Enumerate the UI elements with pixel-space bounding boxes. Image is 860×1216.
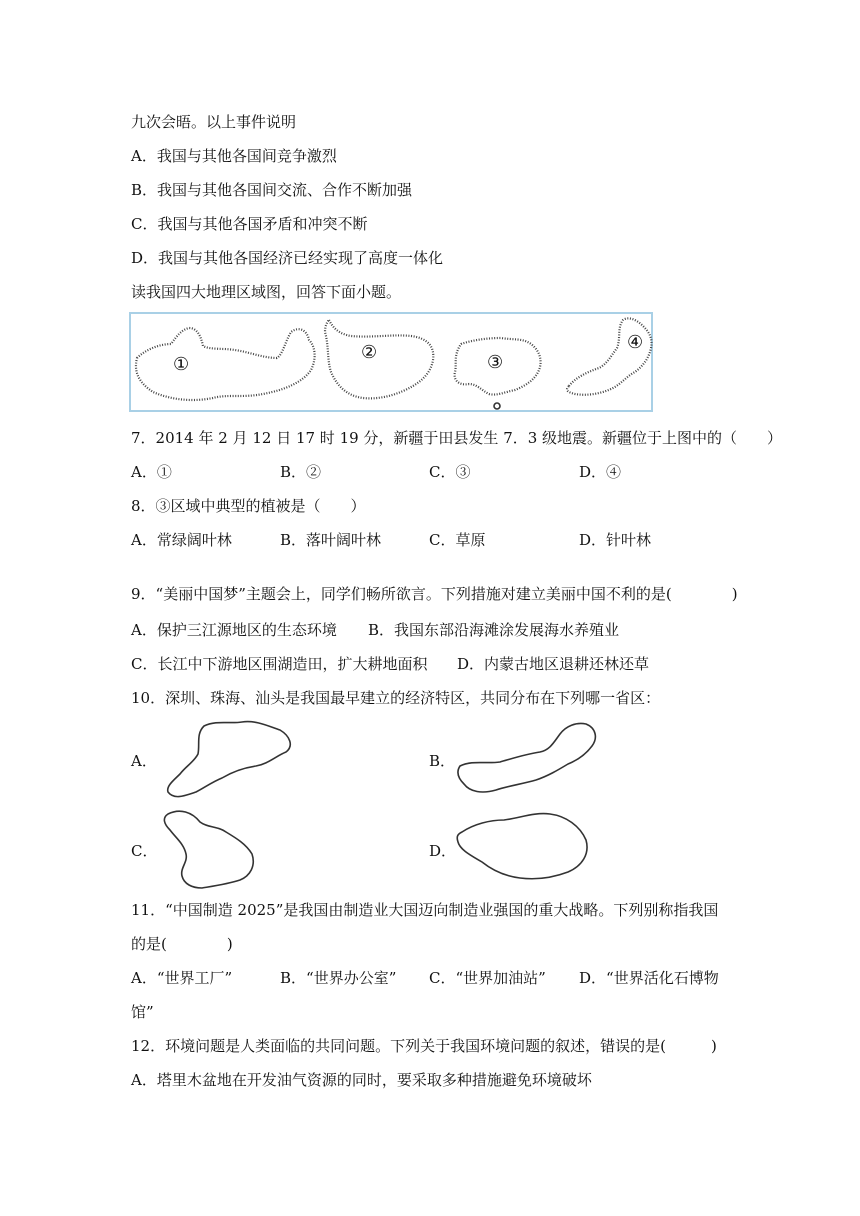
q11-option-d-wrap: 馆” [131, 1003, 154, 1021]
map-intro: 读我国四大地理区域图，回答下面小题。 [131, 283, 402, 301]
q8-option-d: D．针叶林 [579, 531, 652, 549]
q10-option-a-map [156, 716, 296, 806]
q9-option-b: B．我国东部沿海滩涂发展海水养殖业 [368, 621, 620, 639]
region-3-marker: ③ [487, 352, 504, 373]
region-2-marker: ② [361, 342, 378, 363]
q12-stem: 12．环境问题是人类面临的共同问题。下列关于我国环境问题的叙述，错误的是( ) [131, 1037, 717, 1055]
q9-option-a: A．保护三江源地区的生态环境 [131, 621, 337, 639]
region-4-outline [567, 318, 652, 394]
q11-option-a: A．“世界工厂” [131, 969, 233, 987]
q7-option-c: C．③ [429, 463, 471, 481]
q9-stem: 9．“美丽中国梦”主题会上，同学们畅所欲言。下列措施对建立美丽中国不利的是( ) [131, 585, 738, 603]
region-3-island [494, 403, 500, 409]
q11-stem-line2: 的是( ) [131, 935, 233, 953]
q9-options-row2 [131, 654, 731, 674]
region-1-marker: ① [173, 354, 190, 375]
q11-option-c: C．“世界加油站” [429, 969, 546, 987]
q11-option-d: D．“世界活化石博物 [579, 969, 719, 987]
q10-option-a-label: A． [131, 752, 157, 770]
q8-option-b: B．落叶阔叶林 [280, 531, 382, 549]
four-regions-map [129, 312, 653, 412]
q10-stem: 10．深圳、珠海、汕头是我国最早建立的经济特区，共同分布在下列哪一省区： [131, 689, 661, 707]
q7-option-b: B．② [280, 463, 322, 481]
q11-stem-line1: 11．“中国制造 2025”是我国由制造业大国迈向制造业强国的重大战略。下列别称指我国 [131, 901, 719, 919]
region-2-outline [325, 320, 433, 398]
q11-options [131, 968, 731, 988]
q6-option-a: A．我国与其他各国间竞争激烈 [131, 147, 337, 165]
q6-option-b: B．我国与其他各国间交流、合作不断加强 [131, 181, 413, 199]
q7-options [131, 462, 731, 482]
q9-option-c: C．长江中下游地区围湖造田，扩大耕地面积 [131, 655, 428, 673]
q10-option-d-map [454, 806, 594, 886]
q10-option-d-label: D． [429, 842, 457, 860]
q8-option-a: A．常绿阔叶林 [131, 531, 232, 549]
q8-stem: 8．③区域中典型的植被是（ ） [131, 497, 366, 515]
q6-option-d: D．我国与其他各国经济已经实现了高度一体化 [131, 249, 444, 267]
q8-option-c: C．草原 [429, 531, 486, 549]
q10-option-b-label: B． [429, 752, 456, 770]
q10-option-c-label: C． [131, 842, 158, 860]
q7-option-d: D．④ [579, 463, 622, 481]
q10-option-b-map [454, 714, 604, 804]
q9-option-d: D．内蒙古地区退耕还林还草 [457, 655, 650, 673]
region-4-marker: ④ [627, 332, 644, 353]
q7-option-a: A．① [131, 463, 172, 481]
q8-options [131, 530, 731, 550]
q6-option-c: C．我国与其他各国矛盾和冲突不断 [131, 215, 368, 233]
region-1-outline [136, 328, 315, 400]
region-outlines [131, 314, 655, 414]
q10-option-c-map [160, 804, 270, 894]
q11-option-b: B．“世界办公室” [280, 969, 397, 987]
q6-stem-end: 九次会晤。以上事件说明 [131, 113, 297, 131]
q9-options-row1 [131, 620, 731, 640]
q7-stem: 7．2014 年 2 月 12 日 17 时 19 分，新疆于田县发生 7．3 级地震。新疆位于上图中的（ ） [131, 429, 783, 447]
q12-option-a: A．塔里木盆地在开发油气资源的同时，要采取多种措施避免环境破坏 [131, 1071, 592, 1089]
